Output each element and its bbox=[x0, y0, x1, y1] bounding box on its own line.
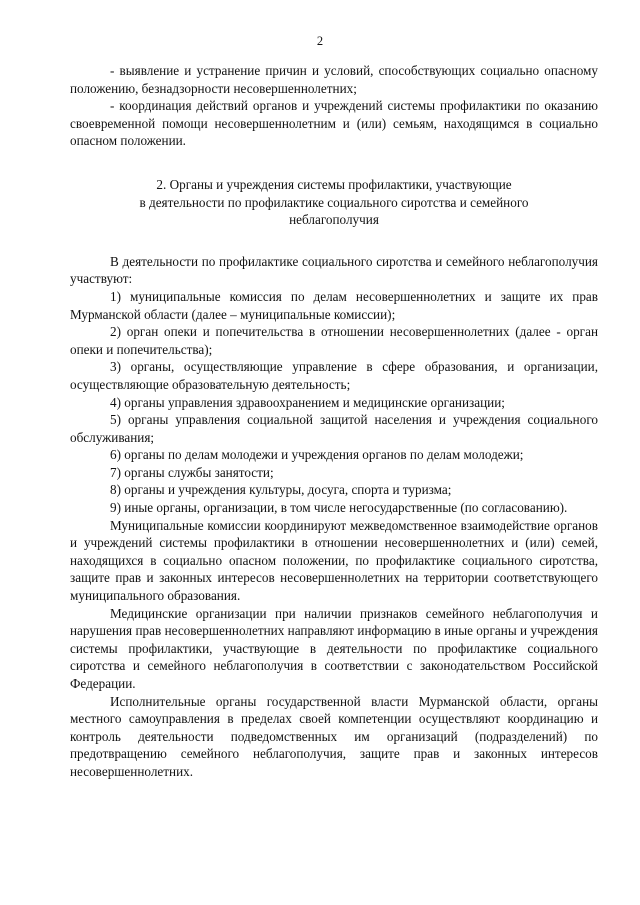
paragraph-medical-organizations: Медицинские организации при наличии признаков семейного неблагополучия и нарушения прав несовершеннолетних направляют информацию в иные органы и учреждения системы профилактики, участвующие в деятельности по профилактике социального сиротства и семейного неблагополучия в соответствии с законодательством Российской Федерации. bbox=[70, 605, 598, 691]
participant-item-8: 8) органы и учреждения культуры, досуга, спорта и туризма; bbox=[110, 482, 452, 498]
intro-item-2: - координация действий органов и учреждений системы профилактики по оказанию своевременной помощи несовершеннолетним и (или) семьям, находящимся в социально опасном положении. bbox=[70, 98, 598, 149]
participant-item-9: 9) иные органы, организации, в том числе негосударственные (по согласованию). bbox=[110, 500, 568, 516]
intro-item-1: - выявление и устранение причин и условий, способствующих социально опасному положению, безнадзорности несовершеннолетних; bbox=[70, 63, 598, 96]
participant-item-5: 5) органы управления социальной защитой населения и учреждения социального обслуживания; bbox=[70, 412, 598, 445]
section-heading-line-1: 2. Органы и учреждения системы профилактики, участвующие bbox=[156, 176, 512, 192]
section-heading-line-3: неблагополучия bbox=[289, 212, 379, 228]
section-heading bbox=[70, 176, 598, 229]
document-body bbox=[70, 62, 598, 781]
section-heading-line-2: в деятельности по профилактике социального сиротства и семейного bbox=[139, 194, 529, 210]
participant-item-4: 4) органы управления здравоохранением и медицинские организации; bbox=[110, 394, 505, 410]
participant-item-7: 7) органы службы занятости; bbox=[110, 464, 274, 480]
participants-list bbox=[70, 288, 598, 517]
participant-item-6: 6) органы по делам молодежи и учреждения органов по делам молодежи; bbox=[110, 447, 524, 463]
paragraph-municipal-commissions: Муниципальные комиссии координируют межведомственное взаимодействие органов и учреждений системы профилактики в отношении несовершеннолетних и (или) семей, находящихся в социально опасном положении, по профилактике социального сиротства, защите прав и законных интересов несовершеннолетних на территории соответствующего муниципального образования. bbox=[70, 517, 598, 604]
page-number: 2 bbox=[316, 34, 324, 48]
participant-item-3: 3) органы, осуществляющие управление в сфере образования, и организации, осуществляющие образовательную деятельность; bbox=[70, 359, 598, 392]
participant-item-1: 1) муниципальные комиссия по делам несовершеннолетних и защите их прав Мурманской области (далее – муниципальные комиссии); bbox=[70, 288, 598, 322]
paragraph-executive-bodies: Исполнительные органы государственной власти Мурманской области, органы местного самоуправления в пределах своей компетенции осуществляют координацию и контроль деятельности подведомственных им организаций (подразделений) по предотвращению семейного неблагополучия, защите прав и законных интересов несовершеннолетних. bbox=[70, 693, 598, 779]
participants-intro: В деятельности по профилактике социального сиротства и семейного неблагополучия участвуют: bbox=[70, 253, 598, 287]
participant-item-2: 2) орган опеки и попечительства в отношении несовершеннолетних (далее - орган опеки и попечительства); bbox=[70, 324, 598, 357]
